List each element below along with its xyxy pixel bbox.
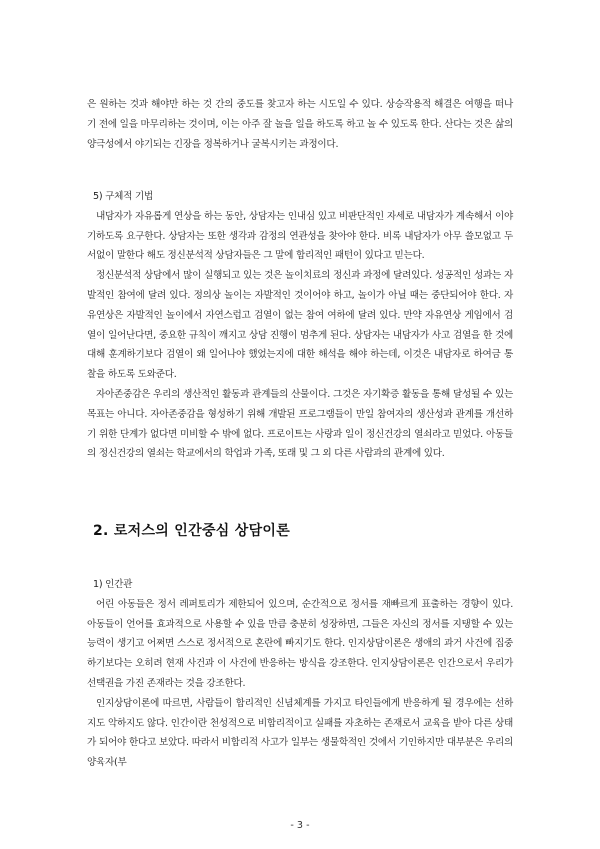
paragraph: 자아존중감은 우리의 생산적인 활동과 관계들의 산물이다. 그것은 자기확증 활동을 통해 달성될 수 있는 목표는 아니다. 자아존중감을 형성하기 위해 개발된 프로그램들이 만일 참여자의 생산성과 관계를 개선하기 위한 단계가 없다면 미비할 수 밖에 없다. 프로이트는 사랑과 일이 정신건강의 열쇠라고 믿었다. 아동들의 정신건강의 열쇠는 학교에서의 학업과 가족, 또래 및 그 외 다른 사람과의 관계에 있다.	[87, 388, 513, 460]
paragraph: 인지상담이론에 따르면, 사람들이 합리적인 신념체계를 가지고 타인들에게 반응하게 될 경우에는 선하지도 악하지도 않다. 인간이란 천성적으로 비합리적이고 실패를 자초하는 존재로서 교육을 받아 다른 상태가 되어야 한다고 보았다. 따라서 비합리적 사고가 일부는 생물학적인 것에서 기인하지만 대부분은 우리의 양육자(부	[87, 697, 513, 769]
paragraph: 어린 아동들은 정서 레퍼토리가 제한되어 있으며, 순간적으로 정서를 재빠르게 표출하는 경향이 있다. 아동들이 언어를 효과적으로 사용할 수 있을 만큼 충분히 성장하면, 그들은 자신의 정서를 지탱할 수 있는 능력이 생기고 어쩌면 스스로 정서적으로 혼란에 빠지기도 한다. 인지상담이론은 생애의 과거 사건에 집중하기보다는 오히려 현재 사건과 이 사건에 반응하는 방식을 강조한다. 인지상담이론은 인간으로서 우리가 선택권을 가진 존재라는 것을 강조한다.	[87, 598, 513, 689]
paragraph: 은 원하는 것과 해야만 하는 것 간의 중도를 찾고자 하는 시도일 수 있다. 상승작용적 해결은 여행을 떠나기 전에 일을 마무리하는 것이며, 이는 아주 잘 놀을 일을 하도록 하고 놀 수 있도록 한다. 산다는 것은 삶의 양극성에서 야기되는 긴장을 정복하거나 굴복시키는 과정이다.	[87, 99, 513, 150]
subsection-title: 5) 구체적 기법	[93, 191, 154, 202]
section-specific-techniques	[87, 187, 513, 464]
section-human-view	[87, 575, 513, 773]
section-continuation	[87, 95, 513, 154]
section-heading: 2. 로저스의 인간중심 상담이론	[93, 523, 291, 539]
paragraph: 정신분석적 상담에서 많이 실행되고 있는 것은 놀이치료의 정신과 과정에 달려있다. 성공적인 성과는 자발적인 참여에 달려 있다. 정의상 놀이는 자발적인 것이어야 하고, 놀이가 아닐 때는 중단되어야 한다. 자유연상은 자발적인 놀이에서 자연스럽고 검열이 없는 참여 여하에 달려 있다. 만약 자유연상 게임에서 검열이 일어난다면, 중요한 규칙이 깨지고 상담 진행이 멈추게 된다. 상담자는 내담자가 사고 검열을 한 것에 대해 훈계하기보다 검열이 왜 일어나야 했었는지에 대한 해석을 해야 하는데, 이것은 내담자로 하여금 통찰을 하도록 도와준다.	[87, 270, 513, 381]
page-number: - 3 -	[290, 820, 310, 831]
subsection-title: 1) 인간관	[93, 579, 133, 590]
paragraph: 내담자가 자유롭게 연상을 하는 동안, 상담자는 인내심 있고 비판단적인 자세로 내담자가 계속해서 이야기하도록 요구한다. 상담자는 또한 생각과 감정의 연관성을 찾아야 한다. 비록 내담자가 아무 쓸모없고 두서없이 말한다 해도 정신분석적 상담자들은 그 말에 합리적인 패턴이 있다고 믿는다.	[87, 210, 513, 262]
